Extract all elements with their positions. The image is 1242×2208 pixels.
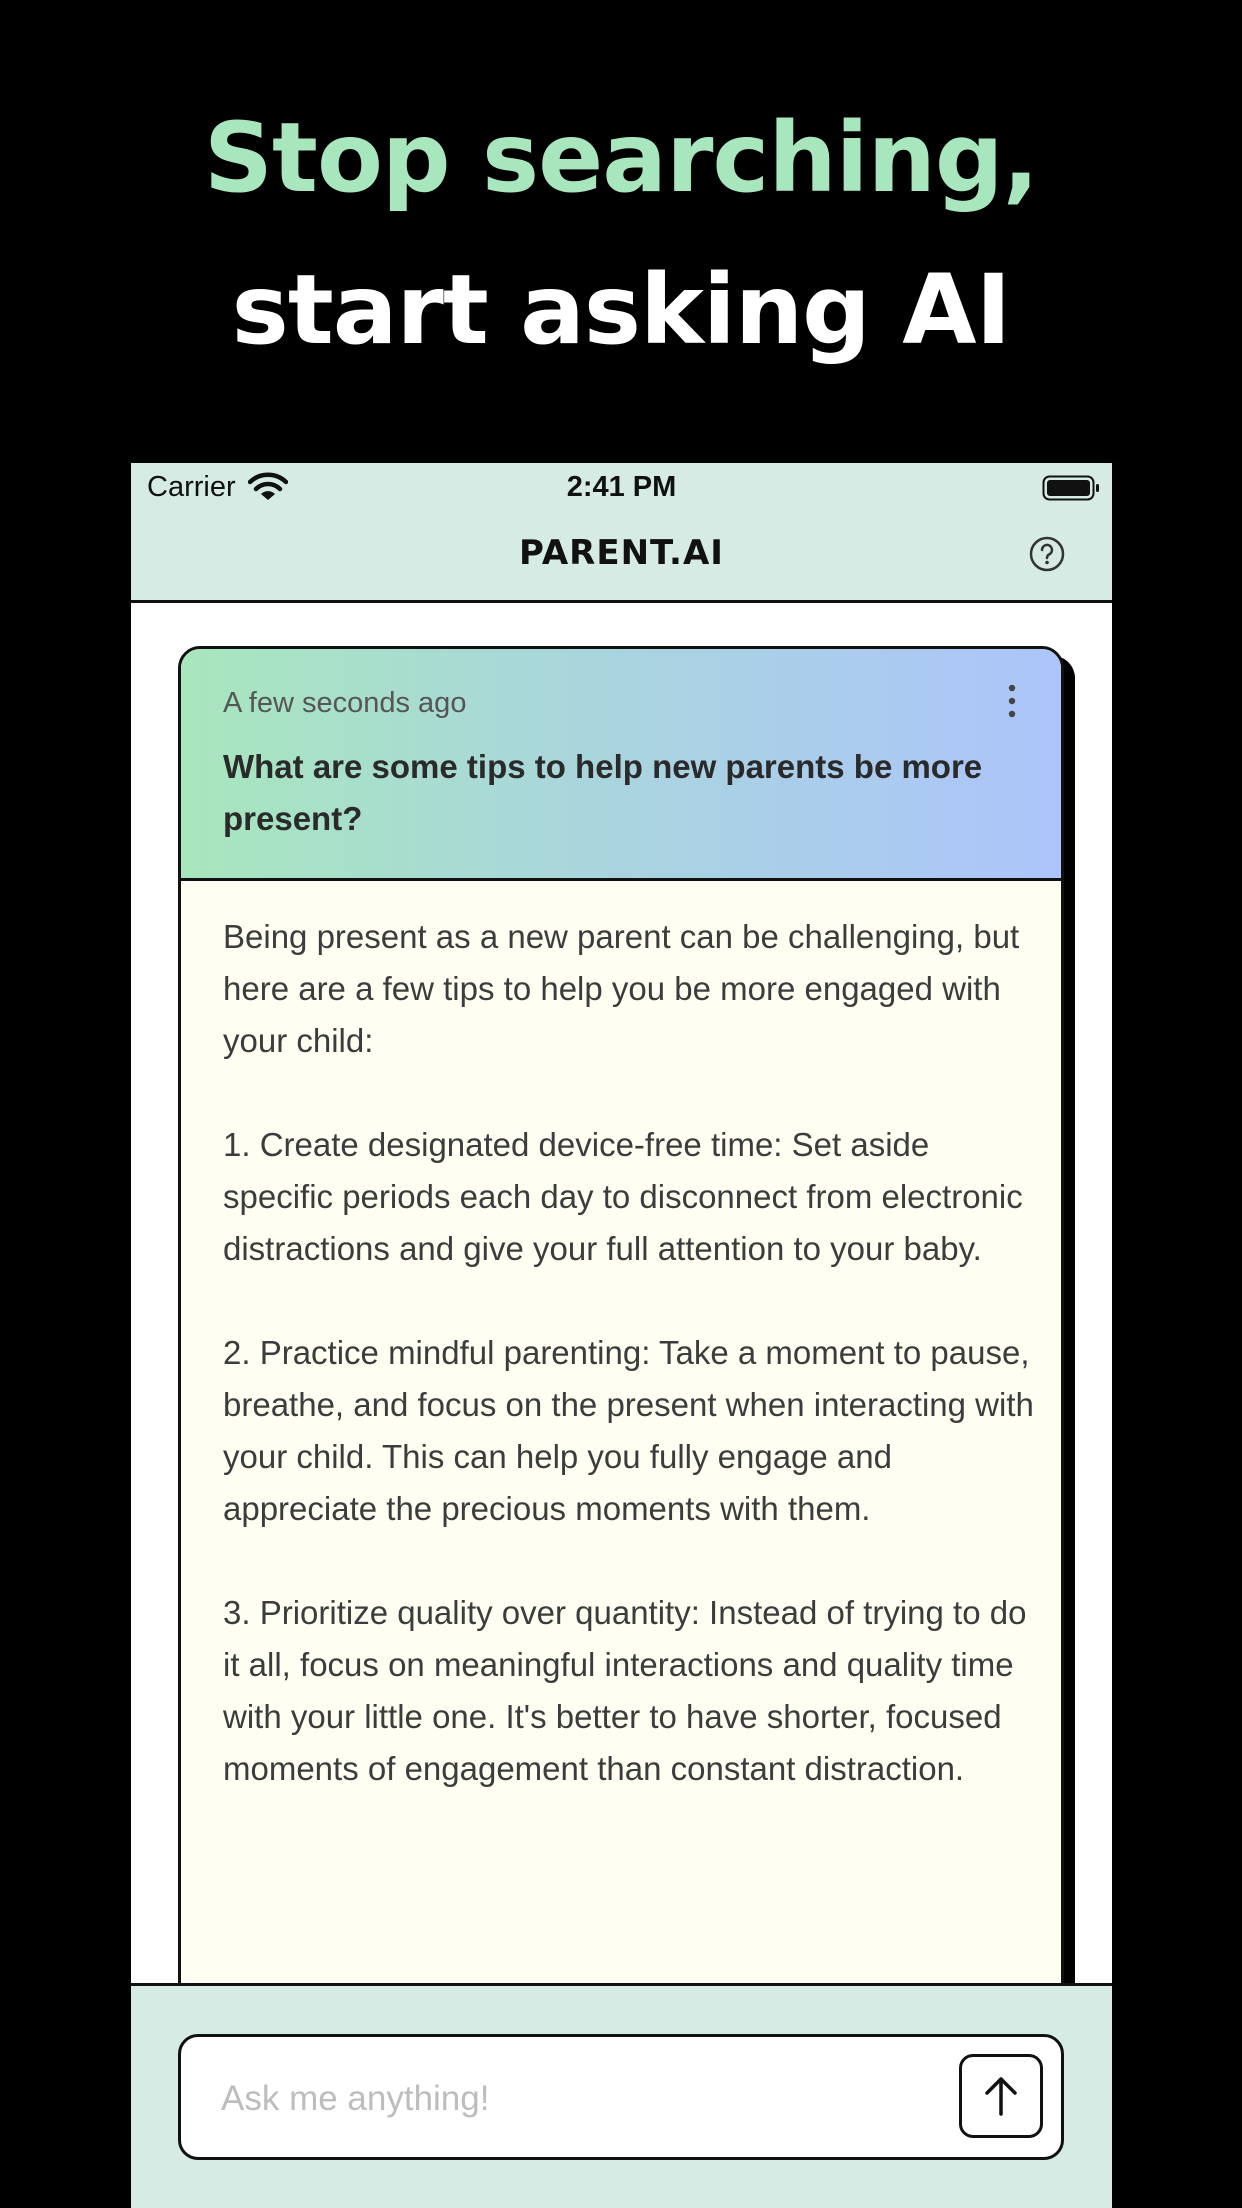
hero-headline: start asking AI bbox=[231, 254, 1011, 366]
card-question: What are some tips to help new parents be more present? bbox=[223, 748, 983, 837]
answer-card bbox=[178, 646, 1064, 2208]
composer-bar bbox=[131, 1983, 1112, 2208]
ask-input[interactable] bbox=[221, 2077, 921, 2121]
app-header bbox=[131, 463, 1112, 603]
arrow-up-icon bbox=[981, 2074, 1021, 2118]
app-title: PARENT.AI bbox=[519, 533, 724, 573]
battery-icon bbox=[1042, 475, 1100, 501]
help-icon[interactable] bbox=[1028, 535, 1066, 573]
send-button[interactable] bbox=[959, 2054, 1043, 2138]
ask-input-box bbox=[178, 2034, 1064, 2160]
card-answer bbox=[223, 911, 1038, 1847]
phone-screen bbox=[131, 463, 1112, 2208]
answer-paragraph: Being present as a new parent can be challenging, but here are a few tips to help you be more engaged with your child: bbox=[223, 918, 1020, 1059]
hero-headline-accent: Stop searching, bbox=[203, 102, 1039, 214]
card-header bbox=[181, 649, 1061, 881]
status-carrier: Carrier bbox=[147, 471, 236, 503]
hero-banner bbox=[0, 0, 1242, 463]
card-timestamp: A few seconds ago bbox=[223, 687, 467, 719]
answer-paragraph: 1. Create designated device-free time: Set aside specific periods each day to disconnect from electronic distractions and give your full attention to your baby. bbox=[223, 1126, 1023, 1267]
more-vertical-icon[interactable] bbox=[1005, 683, 1019, 719]
answer-paragraph: 2. Practice mindful parenting: Take a moment to pause, breathe, and focus on the present when interacting with your child. This can help you fully engage and appreciate the precious moments with them. bbox=[223, 1334, 1034, 1527]
status-time: 2:41 PM bbox=[566, 471, 677, 503]
answer-paragraph: 3. Prioritize quality over quantity: Instead of trying to do it all, focus on meaningful interactions and quality time with your little one. It's better to have shorter, focused moments of engagement than constant distraction. bbox=[223, 1594, 1027, 1787]
